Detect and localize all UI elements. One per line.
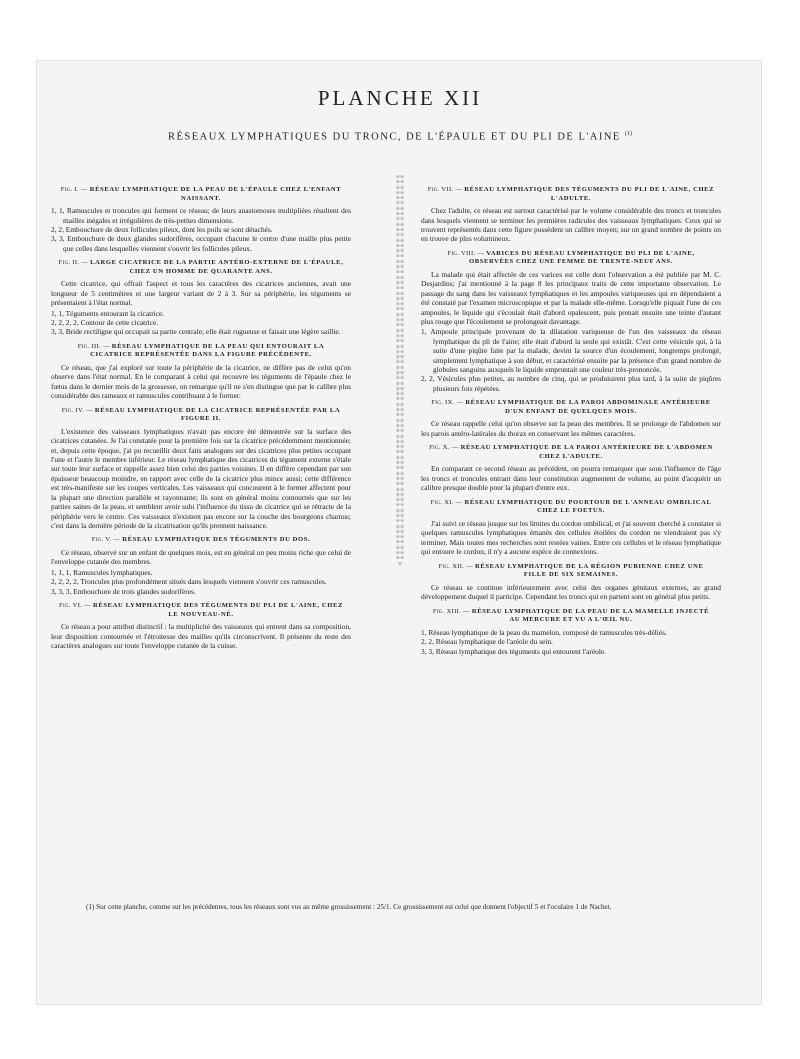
figure-section: [51, 186, 351, 253]
figure-paragraph: Ce réseau rappelle celui qu'on observe sur la peau des membres. Il se prolonge de l'abdomen sur les parois antéro-latérales du thorax en conservant les mêmes caractères.: [421, 419, 721, 438]
figure-heading: [427, 250, 715, 267]
figure-title: LARGE CICATRICE DE LA PARTIE ANTÉRO-EXTERNE DE L'ÉPAULE, CHEZ UN HOMME DE QUARANTE ANS.: [90, 259, 344, 275]
figure-label: Fig. XI.: [430, 498, 454, 506]
figure-label: Fig. VIII.: [447, 249, 476, 257]
figure-heading: [57, 602, 345, 619]
footnote: (1) Sur cette planche, comme sur les précédentes, tous les réseaux sont vus au même grossissement : 25/1. Ce grossissement est celui que donnent l'objectif 5 et l'oculaire 1 de Nachet.: [86, 903, 612, 911]
subtitle-footnote-marker: (1): [624, 131, 632, 137]
figure-heading-separator: —: [453, 186, 465, 193]
figure-heading-separator: —: [449, 444, 461, 452]
figure-label: Fig. VI.: [59, 601, 83, 609]
legend-item: 1, Réseau lymphatique de la peau du mamelon, composé de ramuscules très-déliés.: [421, 627, 667, 637]
figure-heading: [427, 499, 715, 516]
figure-title: RÉSEAU LYMPHATIQUE DE LA PAROI ANTÉRIEURE DE L'ABDOMEN CHEZ L'ADULTE.: [460, 444, 713, 460]
figure-heading-separator: —: [78, 186, 90, 193]
figure-paragraph: J'ai suivi ce réseau jusque sur les limites du cordon ombilical, et j'ai souvent cherché à constater si quelques ramuscules lymphatiques émanés des cellules étoilées du cordon ne viendraient pas s'y terminer. Mais toutes mes recherches sont restées vaines. Entre ces cellules et le réseau lymphatique qui entoure le cordon, il n'y a aucune espèce de connexions.: [421, 518, 721, 557]
plate-title: PLANCHE XII: [317, 86, 483, 110]
figure-section: [421, 399, 721, 438]
figure-paragraph: L'existence des vaisseaux lymphatiques n'avait pas encore été démontrée sur la surface des cicatrices cutanées. Je l'ai constatée pour la première fois sur la cicatrice précédemment mentionnée; et, depuis cette époque, j'ai pu recueillir deux faits analogues sur des cicatrices plus petites occupant l'une et l'autre le membre inférieur. Le réseau lymphatique des cicatrices du tégument externe s'étale sur toute leur surface et rappelle assez bien celui des parties voisines. Il en diffère cependant par son épaisseur beaucoup moindre, en rapport avec celle de la cicatrice plus mince aussi; cette différence est très-manifeste sur les coupes verticales. Les vaisseaux qui concourent à le former affectent pour la plupart une direction parallèle et rayonnante; ils sont en général moins contournés que sur les parties saines de la peau, et semblent avoir subi l'influence du tissu de cicatrice qui se rétracte de la périphérie vers le centre. Ces vaisseaux n'existent pas encore sur la couche des bourgeons charnus; c'est dans la dernière période de la cicatrisation qu'ils prennent naissance.: [51, 426, 351, 530]
legend-item: 3, 3, Réseau lymphatique des téguments qui entourent l'aréole.: [421, 646, 607, 656]
legend-item: 1, 1, Téguments entourant la cicatrice.: [51, 308, 165, 318]
figure-title: RÉSEAU LYMPHATIQUE DE LA PEAU DE L'ÉPAULE CHEZ L'ENFANT NAISSANT.: [89, 186, 342, 202]
figure-paragraph: Ce réseau se continue inférieurement avec celui des organes génitaux externes, au grand développement duquel il participe. Cependant les troncs qui en partent sont en général plus petits.: [421, 582, 721, 602]
figure-heading: [57, 259, 345, 276]
figure-heading: [427, 444, 715, 461]
figure-label: Fig. III.: [77, 342, 101, 350]
legend-item: 3, 3, 3, Embouchure de trois glandes sudorifères.: [51, 586, 196, 596]
figure-section: [51, 259, 351, 337]
figure-section: [51, 602, 351, 650]
legend-item: 1, 1, Ramuscules et troncules qui forment ce réseau; de leurs anastomoses multipliées résultent des mailles inégales et irrégulières de très-petites dimensions.: [51, 206, 351, 225]
legend-item: 2, 2, Embouchure de deux follicules pileux, dont les poils se sont détachés.: [51, 225, 273, 234]
figure-section: [421, 250, 721, 393]
figure-label: Fig. IX.: [431, 399, 455, 407]
figure-label: Fig. V.: [91, 536, 112, 544]
figure-heading-separator: —: [453, 498, 465, 506]
figure-heading-separator: —: [79, 259, 91, 267]
figure-heading-separator: —: [100, 342, 112, 350]
figure-title: VARICES DU RÉSEAU LYMPHATIQUE DU PLI DE L'AINE, OBSERVÉES CHEZ UNE FEMME DE TRENTE-NEUF ANS.: [468, 249, 695, 266]
figure-label: Fig. X.: [429, 444, 450, 452]
legend-item: 3, 3, Bride rectiligne qui occupait sa partie centrale; elle était rugueuse et faisait une légère saillie.: [51, 327, 341, 337]
figure-paragraph: La malade qui était affectée de ces varices est celle dont l'observation a été publiée par M. C. Desjardins; j'ai mentionné à la page 8 les principaux traits de cette importante observation. Le passage du sang dans les vaisseaux lymphatiques et les ampoules variqueuses qui en dépendaient a été constaté par l'examen microscopique et par la malade elle-même. Lorsqu'elle piquait l'une de ces ampoules, le liquide qui s'écoulait était d'abord opalescent, puis prenait ensuite une teinte d'autant plus rouge que l'écoulement se prolongeait davantage.: [421, 270, 721, 327]
legend-item: 1, Ampoule principale provenant de la dilatation variqueuse de l'un des vaisseaux du réseau lymphatique du pli de l'aine; elle était d'abord la seule qui existât. C'est cette vésicule qui, à la suite d'une piqûre faite par la malade, devint la source d'un écoulement, longtemps prolongé, simplement lymphatique à son début, et caractérisé ensuite par la présence d'un grand nombre de globules sanguins auxquels le liquide empruntait une couleur très-prononcée.: [421, 327, 721, 375]
figure-heading-separator: —: [111, 536, 123, 544]
figure-heading-separator: —: [84, 406, 95, 414]
figure-label: Fig. XIII.: [432, 607, 462, 615]
figure-heading: [427, 399, 715, 416]
right-column: [421, 180, 721, 656]
legend-item: 2, 2, Vésicules plus petites, au nombre de cinq, qui se produisirent plus tard, à la suite de piqûres plusieurs fois répétées.: [421, 374, 721, 393]
legend-item: 3, 3, Embouchure de deux glandes sudorifères, occupant chacune le centre d'une maille plus petite que celles dans lesquelles viennent s'ouvrir les follicules pileux.: [51, 234, 351, 253]
figure-heading-separator: —: [82, 601, 93, 609]
figure-title: RÉSEAU LYMPHATIQUE DU POURTOUR DE L'ANNEAU OMBILICAL CHEZ LE FOETUS.: [464, 498, 712, 515]
figure-label: Fig. I.: [60, 186, 79, 193]
figure-heading-separator: —: [454, 399, 466, 407]
figure-heading-separator: —: [475, 249, 487, 257]
figure-title: RÉSEAU LYMPHATIQUE DE LA CICATRICE REPRÉSENTÉE PAR LA FIGURE II.: [94, 406, 341, 423]
figure-title: RÉSEAU LYMPHATIQUE DES TÉGUMENTS DU PLI DE L'AINE, CHEZ LE NOUVEAU-NÉ.: [92, 601, 343, 618]
figure-section: [51, 343, 351, 401]
left-column: [51, 180, 351, 651]
figure-label: Fig. IV.: [61, 406, 85, 414]
figure-paragraph: Ce réseau a pour attribut distinctif : la multiplicité des vaisseaux qui entrent dans sa composition, leur disposition contournée et l'étroitesse des mailles qu'ils circonscrivent. Il présente du reste des caractères analogues sur toute l'enveloppe cutanée de la cuisse.: [51, 622, 351, 650]
figure-heading: [57, 536, 345, 545]
legend-item: 1, 1, 1, Ramuscules lymphatiques.: [51, 567, 153, 577]
subtitle-text: RÉSEAUX LYMPHATIQUES DU TRONC, DE L'ÉPAULE ET DU PLI DE L'AINE: [168, 131, 621, 143]
figure-section: [421, 444, 721, 492]
figure-heading: [57, 186, 345, 203]
plate-subtitle: [0, 131, 800, 143]
figure-heading: [57, 343, 345, 360]
figure-section: [421, 499, 721, 557]
figure-heading: [57, 407, 345, 424]
figure-title: RÉSEAU LYMPHATIQUE DES TÉGUMENTS DU DOS.: [122, 536, 311, 544]
figure-label: Fig. II.: [58, 259, 80, 267]
figure-label: Fig. VII.: [427, 186, 454, 193]
figure-section: [51, 407, 351, 531]
figure-section: [421, 608, 721, 656]
figure-title: RÉSEAU LYMPHATIQUE DES TÉGUMENTS DU PLI DE L'AINE, CHEZ L'ADULTE.: [464, 186, 715, 202]
figure-paragraph: En comparant ce second réseau au précédent, on pourra remarquer que sous l'influence de l'âge les troncs et troncules entrant dans leur constitution augmentent de volume, au point d'acquérir un calibre presque double pour la plupart d'entre eux.: [421, 464, 721, 493]
figure-heading: [427, 563, 715, 580]
figure-heading: [427, 608, 715, 625]
figure-paragraph: Cette cicatrice, qui offrait l'aspect et tous les caractères des cicatrices anciennes, avait une longueur de 5 centimètres et une largeur variant de 2 à 3. Sur sa périphérie, les téguments se présentaient à l'état normal.: [51, 279, 351, 308]
legend-item: 2, 2, 2, 2, Contour de cette cicatrice.: [51, 318, 159, 328]
figure-heading-separator: —: [461, 607, 472, 615]
figure-paragraph: Chez l'adulte, ce réseau est surtout caractérisé par le volume considérable des troncs et troncules dans lesquels viennent se terminer les premières radicules des vaisseaux lymphatiques. Ceux qui se trouvent représentés dans cette figure possèdent un calibre moyen; sur un grand nombre de points on en trouve de plus volumineux.: [421, 206, 721, 244]
figure-title: RÉSEAU LYMPHATIQUE DE LA PEAU DE LA MAMELLE INJECTÉ AU MERCURE ET VU A L'ŒIL NU.: [471, 607, 710, 624]
column-divider-ornament: ※※※※※※※※※※※※※※※※※※※※※※※※※※※※※※※※※※※※※※※※※※※※※※※※※※※※※※※※※※※※※※※※※※※※※※※※※※※※※※※※※※※※※※※※※※※※※※※※※※※※※※※※※※※※※※※※※※※※※※※※※※※※※※※※※※※※※※※※※※※※※※※※※※※: [395, 175, 405, 567]
legend-item: 2, 2, Réseau lymphatique de l'aréole du sein.: [421, 637, 553, 647]
figure-paragraph: Ce réseau, que j'ai exploré sur toute la périphérie de la cicatrice, ne diffère pas de celui qu'on observe dans l'état normal. En le comparant à celui qui recouvre les téguments de l'épaule chez le fœtus dans le dernier mois de la grossesse, on remarque qu'il ne s'en distingue que par le calibre plus considérable des rameaux et ramuscules contribuant à le former.: [51, 363, 351, 401]
figure-section: [421, 186, 721, 244]
figure-heading-separator: —: [464, 562, 475, 570]
figure-paragraph: Ce réseau, observé sur un enfant de quelques mois, est en général un peu moins riche que celui de l'enveloppe cutanée des membres.: [51, 547, 351, 567]
figure-label: Fig. XII.: [438, 562, 465, 570]
figure-heading: [427, 186, 715, 203]
figure-title: RÉSEAU LYMPHATIQUE DE LA RÉGION PUBIENNE CHEZ UNE FILLE DE SIX SEMAINES.: [475, 562, 704, 579]
figure-title: RÉSEAU LYMPHATIQUE DE LA PAROI ABDOMINALE ANTÉRIEURE D'UN ENFANT DE QUELQUES MOIS.: [465, 399, 711, 415]
legend-item: 2, 2, 2, 2, Troncules plus profondément situés dans lesquels viennent s'ouvrir ces ramuscules.: [51, 577, 327, 587]
figure-title: RÉSEAU LYMPHATIQUE DE LA PEAU QUI ENTOURAIT LA CICATRICE REPRÉSENTÉE DANS LA FIGURE PRÉCÉDENTE.: [90, 342, 325, 359]
figure-section: [421, 563, 721, 602]
figure-section: [51, 536, 351, 596]
